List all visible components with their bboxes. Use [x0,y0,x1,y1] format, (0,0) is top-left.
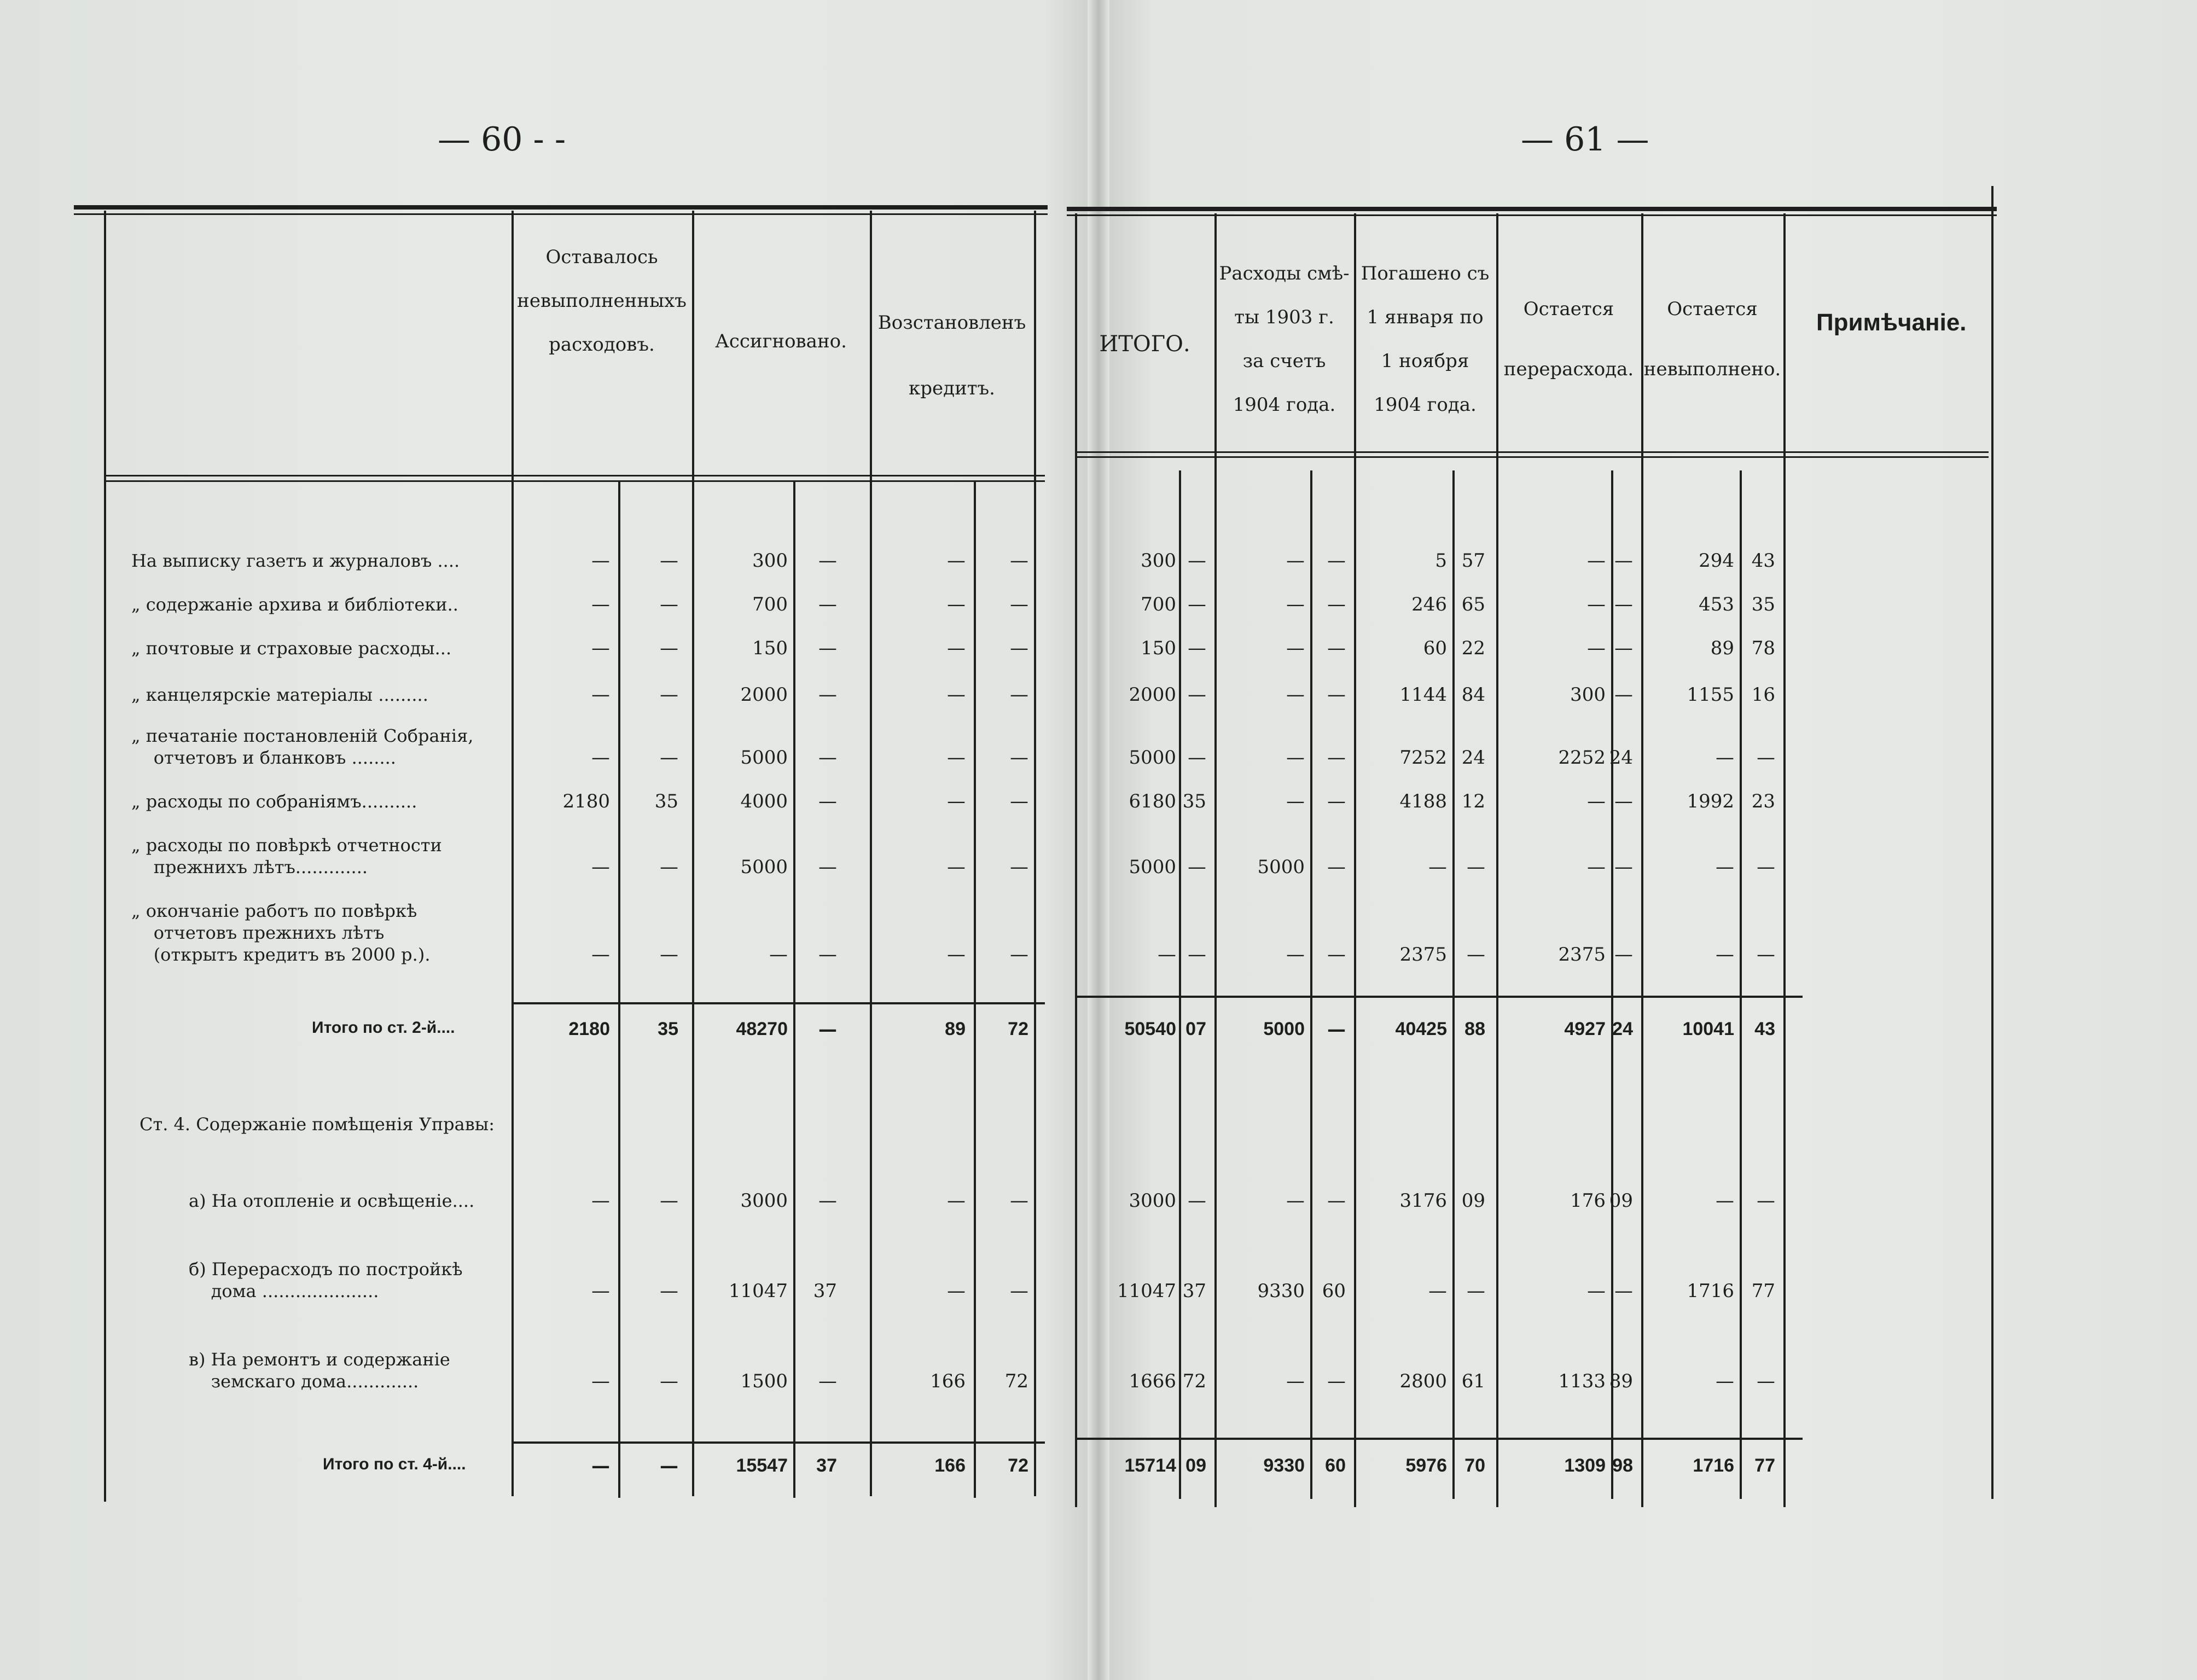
cell-itogo-k: 37 [1182,1280,1206,1302]
right-kop-divider [1611,470,1613,1499]
cell-assigned-r: 300 [752,550,788,572]
cell-itogo-r: 5000 [1129,856,1176,878]
cell-paid-k: 57 [1461,550,1485,572]
cell-paid-k: 09 [1461,1190,1485,1212]
cell-restored-k: — [1010,856,1028,878]
cell-exp-r: 5000 [1263,1019,1305,1039]
cell-restored-r: — [947,637,966,659]
left-kop-divider [618,480,620,1498]
cell-remained-k: — [660,1190,678,1212]
total4-rule-right [1075,1438,1803,1440]
cell-remained-r: — [591,1190,610,1212]
cell-assigned-k: — [818,1190,837,1212]
header-expenses: 1904 года. [1233,394,1336,416]
cell-assigned-r: 48270 [736,1019,788,1039]
cell-unf-r: 10041 [1682,1019,1734,1039]
cell-itogo-k: — [1188,944,1206,966]
header-expenses: Расходы смѣ- [1219,263,1350,284]
cell-restored-r: — [947,594,966,615]
cell-itogo-k: — [1188,684,1206,706]
cell-remained-r: 2180 [568,1019,610,1039]
cell-over-r: — [1587,637,1606,659]
page-number-right: — 61 — [1521,120,1649,159]
header-paid: 1904 года. [1374,394,1477,416]
cell-unf-k: — [1757,1370,1775,1392]
cell-itogo-k: — [1188,594,1206,615]
cell-over-r: 1309 [1564,1455,1606,1476]
cell-over-k: — [1614,594,1633,615]
cell-over-r: 176 [1570,1190,1606,1212]
cell-remained-k: — [660,944,678,966]
right-col-divider [1783,213,1786,1507]
cell-restored-r: 89 [945,1019,966,1039]
cell-itogo-k: 07 [1185,1019,1206,1039]
row-label: „ канцелярскіе матеріалы ......... [131,684,428,705]
cell-paid-r: 2375 [1399,944,1447,966]
cell-unf-r: — [1716,856,1734,878]
cell-remained-k: — [660,684,678,706]
cell-assigned-k: — [818,594,837,615]
top-rule-left [74,205,1048,210]
cell-paid-k: — [1467,856,1485,878]
cell-over-r: 4927 [1564,1019,1606,1039]
cell-restored-k: — [1010,594,1028,615]
cell-restored-r: — [947,747,966,769]
cell-over-k: — [1614,1280,1633,1302]
cell-exp-r: — [1286,1190,1305,1212]
header-unfulfilled: Остается [1667,298,1758,320]
cell-exp-r: — [1286,550,1305,572]
cell-exp-r: — [1286,594,1305,615]
cell-paid-r: 4188 [1399,790,1447,812]
cell-paid-r: 40425 [1395,1019,1447,1039]
cell-exp-r: — [1286,1370,1305,1392]
cell-over-k: 09 [1609,1190,1633,1212]
header-assigned: Ассигновано. [715,330,847,352]
cell-itogo-k: 35 [1182,790,1206,812]
cell-over-k: 24 [1609,747,1633,769]
cell-unf-k: 16 [1751,684,1775,706]
header-itogo: ИТОГО. [1099,332,1190,357]
header-note: Примѣчаніе. [1816,309,1967,336]
cell-unf-k: 77 [1751,1280,1775,1302]
cell-unf-k: — [1757,747,1775,769]
cell-over-k: — [1614,944,1633,966]
cell-itogo-r: 300 [1141,550,1176,572]
cell-unf-k: 78 [1751,637,1775,659]
header-expenses: ты 1903 г. [1234,306,1334,328]
cell-itogo-k: — [1188,550,1206,572]
cell-remained-r: — [591,550,610,572]
left-border [104,211,106,1502]
cell-over-k: 98 [1612,1455,1633,1476]
left-kop-divider [974,480,976,1498]
cell-assigned-k: — [818,1370,837,1392]
cell-over-k: 24 [1612,1019,1633,1039]
cell-paid-r: 60 [1423,637,1447,659]
right-col-divider [1641,213,1643,1507]
cell-exp-k: — [1327,637,1346,659]
total-label: Итого по ст. 2-й.... [312,1019,455,1037]
cell-assigned-r: 5000 [740,747,788,769]
cell-exp-k: — [1327,1370,1346,1392]
cell-paid-k: — [1467,1280,1485,1302]
cell-over-k: 89 [1609,1370,1633,1392]
cell-over-r: — [1587,790,1606,812]
row-label: „ почтовые и страховые расходы... [131,638,452,659]
cell-restored-k: — [1010,1190,1028,1212]
cell-unf-r: 453 [1699,594,1734,615]
cell-exp-k: — [1327,1190,1346,1212]
cell-remained-r: — [591,637,610,659]
cell-remained-r: — [591,747,610,769]
header-rule-right-2 [1075,456,1989,458]
cell-assigned-r: 2000 [740,684,788,706]
cell-exp-k: — [1327,550,1346,572]
cell-paid-k: — [1467,944,1485,966]
cell-remained-r: — [591,856,610,878]
header-remained: расходовъ. [549,334,655,356]
cell-itogo-k: 09 [1185,1455,1206,1476]
cell-itogo-r: 6180 [1129,790,1176,812]
cell-unf-k: 43 [1751,550,1775,572]
cell-assigned-r: 3000 [740,1190,788,1212]
cell-assigned-k: — [818,747,837,769]
cell-paid-r: 246 [1411,594,1447,615]
cell-assigned-k: — [818,637,837,659]
cell-unf-r: 1155 [1687,684,1734,706]
cell-exp-k: — [1327,856,1346,878]
cell-restored-r: — [947,1190,966,1212]
cell-remained-r: — [591,594,610,615]
cell-restored-r: 166 [934,1455,966,1476]
cell-paid-r: — [1428,856,1447,878]
cell-restored-r: 166 [930,1370,966,1392]
cell-restored-k: — [1010,684,1028,706]
cell-paid-k: 24 [1461,747,1485,769]
cell-paid-r: 2800 [1399,1370,1447,1392]
cell-unf-r: 294 [1699,550,1734,572]
cell-exp-k: — [1327,944,1346,966]
cell-itogo-r: 5000 [1129,747,1176,769]
left-kop-divider [793,480,795,1498]
cell-exp-k: — [1327,684,1346,706]
cell-unf-r: 89 [1710,637,1734,659]
cell-exp-r: — [1286,684,1305,706]
cell-restored-k: 72 [1004,1370,1028,1392]
cell-remained-k: — [660,1455,678,1477]
cell-paid-k: 88 [1464,1019,1485,1039]
cell-paid-k: 12 [1461,790,1485,812]
cell-paid-r: 1144 [1399,684,1447,706]
header-paid: Погашено съ [1361,263,1490,284]
cell-remained-k: — [660,1280,678,1302]
cell-paid-r: 5976 [1405,1455,1447,1476]
cell-restored-r: — [947,550,966,572]
cell-remained-k: — [660,594,678,615]
cell-assigned-k: — [818,856,837,878]
row-label: б) Перерасходъ по постройкѣ дома ..................... [189,1259,463,1301]
cell-remained-k: — [660,1370,678,1392]
cell-paid-k: 65 [1461,594,1485,615]
cell-unf-r: — [1716,1190,1734,1212]
section-heading: Ст. 4. Содержаніе помѣщенія Управы: [140,1114,495,1135]
cell-exp-r: — [1286,747,1305,769]
right-border [1991,186,1993,1499]
cell-exp-r: 9330 [1263,1455,1305,1476]
cell-exp-r: — [1286,637,1305,659]
cell-exp-r: — [1286,944,1305,966]
cell-over-r: — [1587,550,1606,572]
cell-paid-r: 7252 [1399,747,1447,769]
book-spine [1088,0,1109,1680]
cell-remained-k: 35 [654,790,678,812]
cell-itogo-k: — [1188,1190,1206,1212]
cell-assigned-r: 1500 [740,1370,788,1392]
cell-restored-k: — [1010,1280,1028,1302]
cell-unf-k: — [1757,856,1775,878]
cell-restored-r: — [947,1280,966,1302]
row-label: а) На отопленіе и освѣщеніе.... [189,1190,475,1211]
top-rule-left-thin [74,213,1048,215]
cell-remained-r: — [591,1370,610,1392]
header-rule-right [1075,451,1989,453]
cell-itogo-r: 2000 [1129,684,1176,706]
cell-unf-k: — [1757,944,1775,966]
cell-restored-k: 72 [1008,1455,1028,1476]
cell-assigned-k: — [818,944,837,966]
header-overspend: перерасхода. [1503,358,1634,380]
header-restored: кредитъ. [909,377,995,399]
top-rule-right-thin [1067,214,1997,216]
cell-unf-k: 23 [1751,790,1775,812]
cell-assigned-k: — [818,550,837,572]
cell-over-k: — [1614,637,1633,659]
header-paid: 1 ноября [1381,350,1469,372]
cell-assigned-r: 700 [752,594,788,615]
cell-exp-r: 9330 [1257,1280,1305,1302]
cell-assigned-r: 150 [752,637,788,659]
cell-assigned-k: 37 [813,1280,837,1302]
row-label: На выписку газетъ и журналовъ .... [131,550,460,571]
cell-itogo-r: 50540 [1124,1019,1176,1039]
header-paid: 1 января по [1367,306,1484,328]
cell-over-r: — [1587,856,1606,878]
header-unfulfilled: невыполнено. [1643,358,1781,380]
cell-paid-k: 22 [1461,637,1485,659]
cell-paid-r: 5 [1435,550,1447,572]
header-restored: Возстановленъ [877,312,1026,334]
cell-over-k: — [1614,684,1633,706]
cell-over-r: — [1587,1280,1606,1302]
cell-restored-k: — [1010,550,1028,572]
left-col-divider [692,211,694,1496]
row-label: „ расходы по повѣркѣ отчетности прежнихъ лѣтъ............. [131,835,442,877]
cell-remained-r: — [591,684,610,706]
cell-remained-k: 35 [658,1019,678,1039]
cell-restored-k: — [1010,747,1028,769]
cell-itogo-r: 700 [1141,594,1176,615]
cell-unf-k: 77 [1754,1455,1775,1476]
row-label: „ содержаніе архива и библіотеки.. [131,594,458,615]
cell-assigned-r: 4000 [740,790,788,812]
cell-itogo-k: 72 [1182,1370,1206,1392]
cell-itogo-r: — [1158,944,1176,966]
cell-paid-r: 3176 [1399,1190,1447,1212]
cell-unf-r: — [1716,1370,1734,1392]
header-expenses: за счетъ [1242,350,1326,372]
cell-unf-k: 35 [1751,594,1775,615]
cell-remained-r: — [591,944,610,966]
cell-remained-k: — [660,550,678,572]
cell-exp-k: — [1327,790,1346,812]
total4-rule-left [512,1441,1045,1444]
cell-assigned-r: 15547 [736,1455,788,1476]
cell-itogo-r: 15714 [1124,1455,1176,1476]
cell-over-r: — [1587,594,1606,615]
cell-exp-k: — [1327,1019,1346,1040]
cell-restored-k: 72 [1008,1019,1028,1039]
cell-restored-r: — [947,944,966,966]
header-remained: Оставалось [545,246,658,268]
cell-unf-r: 1992 [1687,790,1734,812]
cell-itogo-r: 1666 [1129,1370,1176,1392]
cell-restored-r: — [947,790,966,812]
cell-paid-k: 84 [1461,684,1485,706]
cell-itogo-r: 11047 [1117,1280,1176,1302]
cell-over-k: — [1614,550,1633,572]
top-rule-right [1067,207,1997,211]
cell-remained-k: — [660,747,678,769]
cell-restored-r: — [947,684,966,706]
cell-assigned-r: 11047 [728,1280,788,1302]
total2-rule-right [1075,996,1803,998]
cell-unf-r: 1716 [1693,1455,1734,1476]
row-label: „ расходы по собраніямъ.......... [131,791,417,812]
cell-itogo-r: 150 [1141,637,1176,659]
cell-over-k: — [1614,790,1633,812]
cell-restored-k: — [1010,637,1028,659]
cell-exp-k: — [1327,747,1346,769]
header-rule-left [104,475,1045,476]
header-remained: невыполненныхъ [517,290,687,312]
right-col-divider [1496,213,1498,1507]
cell-paid-k: 61 [1461,1370,1485,1392]
left-col-divider [1034,211,1036,1496]
cell-exp-k: 60 [1325,1455,1346,1476]
cell-over-k: — [1614,856,1633,878]
right-kop-divider [1452,470,1455,1499]
cell-assigned-k: — [818,1019,837,1040]
cell-remained-k: — [660,637,678,659]
cell-assigned-k: — [818,790,837,812]
cell-over-r: 300 [1570,684,1606,706]
cell-exp-r: — [1286,790,1305,812]
page-number-left: — 60 - - [438,120,566,159]
row-label: „ окончаніе работъ по повѣркѣ отчетовъ прежнихъ лѣтъ (открытъ кредитъ въ 2000 р.). [131,900,431,965]
left-col-divider [512,211,514,1496]
cell-unf-r: — [1716,747,1734,769]
cell-paid-k: 70 [1464,1455,1485,1476]
cell-restored-k: — [1010,944,1028,966]
right-col-divider [1075,213,1077,1507]
right-kop-divider [1179,470,1181,1499]
cell-unf-k: 43 [1754,1019,1775,1039]
cell-exp-k: — [1327,594,1346,615]
row-label: „ печатаніе постановленій Собранія, отчетовъ и бланковъ ........ [131,725,474,768]
cell-itogo-r: 3000 [1129,1190,1176,1212]
cell-itogo-k: — [1188,637,1206,659]
cell-restored-k: — [1010,790,1028,812]
cell-remained-r: 2180 [562,790,610,812]
total2-rule-left [512,1002,1045,1004]
cell-unf-k: — [1757,1190,1775,1212]
right-kop-divider [1310,470,1312,1499]
total-label: Итого по ст. 4-й.... [323,1455,466,1473]
cell-unf-r: 1716 [1687,1280,1734,1302]
cell-paid-r: — [1428,1280,1447,1302]
cell-restored-r: — [947,856,966,878]
header-rule-left-2 [104,480,1045,482]
cell-over-r: 1133 [1558,1370,1606,1392]
row-label: в) На ремонтъ и содержаніе земскаго дома............. [189,1349,450,1392]
right-kop-divider [1740,470,1742,1499]
cell-exp-r: 5000 [1257,856,1305,878]
cell-remained-k: — [660,856,678,878]
cell-assigned-r: 5000 [740,856,788,878]
header-overspend: Остается [1523,298,1614,320]
cell-remained-r: — [591,1280,610,1302]
cell-assigned-k: 37 [816,1455,837,1476]
cell-over-r: 2252 [1558,747,1606,769]
cell-itogo-k: — [1188,856,1206,878]
cell-unf-r: — [1716,944,1734,966]
cell-over-r: 2375 [1558,944,1606,966]
cell-assigned-r: — [769,944,788,966]
cell-exp-k: 60 [1322,1280,1346,1302]
cell-remained-r: — [591,1455,610,1477]
cell-itogo-k: — [1188,747,1206,769]
cell-assigned-k: — [818,684,837,706]
